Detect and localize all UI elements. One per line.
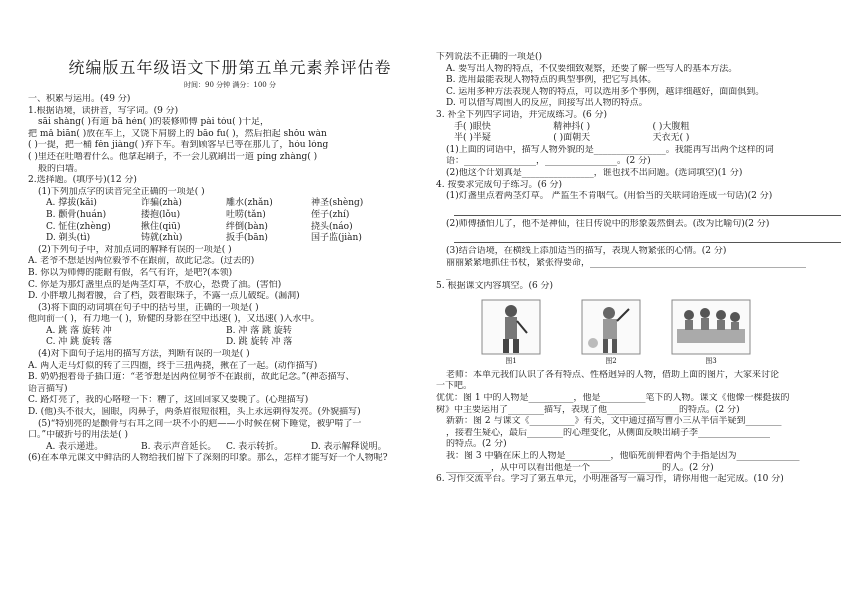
text-line: 6. 习作交流平台。学习了第五单元，小明准备写一篇习作，请你用他一起完成。(10 分) xyxy=(436,474,784,485)
text-line: 2.选择题。(填序号)(12 分) xyxy=(28,175,137,186)
figure-caption: 图1 xyxy=(505,356,517,365)
text-line: (2)他这个计划真是________________，谁也找不出问题。(选词填空)(1 分) xyxy=(446,167,743,178)
text-line: A. 要写出人物的特点，不仅要细致观察，还要了解一些写人的基本方法。 xyxy=(446,63,738,74)
option-text xyxy=(752,133,841,145)
option-text: 吐唠(tǎn) xyxy=(226,209,266,220)
text-line: 他向前一( )，有力地一( )，矫健的身影在空中迅速( )，又迅速( )入水中。 xyxy=(28,314,320,325)
page-title: 统编版五年级语文下册第五单元素养评估卷 xyxy=(68,58,392,77)
text-line: 口。”中破折号的用法是( ) xyxy=(28,430,128,441)
picture-row xyxy=(466,299,841,366)
option-text: A. 表示递进。 xyxy=(46,441,104,452)
option-text: 神圣(shèng) xyxy=(311,198,364,209)
text-line: ( )一提，把一桶 fěn jiàng( )弃下车。看到顾客早已等在那儿了，hóu lóng xyxy=(28,140,329,151)
text-line: 一下吧。 xyxy=(436,381,473,392)
figure-3 xyxy=(666,299,756,366)
text-line: 语言描写) xyxy=(28,383,68,394)
text-line: 般的白墙。 xyxy=(38,163,84,174)
option-text: 绊倒(bàn) xyxy=(226,221,268,232)
right-column xyxy=(436,52,841,486)
option-text: D. 剃头(tì) xyxy=(46,233,91,244)
figure-1 xyxy=(466,299,556,366)
text-line: A. 老爷不想是因两位毅爷不在跟前，故此记念。(过去的) xyxy=(28,256,255,267)
text-line: C. 路灯亮了，我的心咯噔一下：糟了，这回回家又要晚了。(心理描写) xyxy=(28,395,309,406)
option-text: 铸就(zhù) xyxy=(141,233,183,244)
text-line: 丽丽紧紧地抓住书杖，紧张得要命，________________________________________________ xyxy=(446,257,807,268)
text-line: (5)“特别亮的是颧骨与右耳之间一块不小的疤——小时候在树下睡觉，被驴啃了一 xyxy=(38,418,362,429)
option-text xyxy=(311,326,411,338)
text-line: _ xyxy=(446,269,451,280)
text-line: 把 mǎ biān( )放在车上，又饶下肩膀上的 bāo fu( )，然后拍起 shǒu wàn xyxy=(28,128,327,139)
option-text: 雕水(zhǎn) xyxy=(226,198,273,209)
text-line: sāi shàng( )有道 bā hén( )的装修师傅 pài tóu( )十足， xyxy=(38,117,270,128)
option-text: C. 怔住(zhèng) xyxy=(46,221,111,232)
text-line: C. 运用多种方法表现人物的特点，可以选用多个事例，越详细越好，面面俱到。 xyxy=(446,86,765,97)
option-text: 天衣无( ) xyxy=(652,133,690,144)
option-text: ( )大腹粗 xyxy=(652,121,690,132)
option-text: 揪住(qiū) xyxy=(141,221,181,232)
text-line: B. 选用最能表现人物特点的典型事例，把它写具体。 xyxy=(446,75,657,86)
text-line: 1.根据语境，读拼音，写字词。(9 分) xyxy=(28,105,179,116)
text-line: 我：图 3 中躺在床上的人物是__________，他临死前伸着两个手指是因为______________ xyxy=(446,450,800,461)
option-text: 诈骗(zhà) xyxy=(141,198,182,209)
text-line: 一、积累与运用。(49 分) xyxy=(28,94,131,104)
text-line: (1)下列加点字的读音完全正确的一项是( ) xyxy=(38,186,205,197)
text-line: D. 可以借写周围人的反应，间接写出人物的特点。 xyxy=(446,98,648,109)
text-line: (2)师傅搔怕儿了，他不是神仙，往日传说中的形象轰然倒去。(改为比喻句)(2 分) xyxy=(446,218,770,229)
figure-2 xyxy=(566,299,656,366)
text-line: B. 你以为师傅的能耐有假，名气有许，是吧?(本领) xyxy=(28,267,233,278)
text-line: (1)灯盏里点着两茎灯草。 严监生不肯咽气。(用恰当的关联词语连成一句话)(2 分) xyxy=(446,191,773,202)
option-text: ( )面朝天 xyxy=(553,133,591,144)
option-text: B. 表示声音延长。 xyxy=(141,441,217,452)
option-text xyxy=(141,326,226,338)
text-line: (6)在本单元课文中鲜活的人物给我们留下了深刻的印象。那么，怎样才能写好一个人物呢? xyxy=(28,453,388,464)
left-column xyxy=(28,94,428,465)
option-text xyxy=(311,337,411,349)
text-line: 4. 按要求完成句子练习。(6 分) xyxy=(436,179,563,190)
option-text: C. 表示转折。 xyxy=(226,441,284,452)
text-line: 3. 补全下列四字词语，并完成练习。(6 分) xyxy=(436,109,608,120)
option-row xyxy=(28,326,428,338)
text-line: (1)上面的词语中，描写人物外貌的是________________。我能再写出两个这样的词 xyxy=(446,144,774,155)
text-line: D. (他)头不很大，圆眼，肉鼻子，两条眉很短很粗，头上永远剃得发亮。(外貌描写) xyxy=(28,407,361,418)
text-line: 新新：图 2 与课文《__________》有关，文中通过描写曹小三从半信半疑到________ xyxy=(446,416,782,427)
text-line: 5. 根据课文内容填空。(6 分) xyxy=(436,281,554,292)
text-line: 的特点。(2 分) xyxy=(446,439,507,450)
option-row xyxy=(28,222,428,234)
option-row xyxy=(28,442,428,454)
option-text: 侄子(zhí) xyxy=(311,209,350,220)
exam-info: 时间：90 分钟 满分：100 分 xyxy=(184,81,276,89)
text-line: 树》中主要运用了________描写，表现了他________________的特点。(2 分) xyxy=(436,404,740,415)
text-line: (3)将下面的动词填在句子中的括号里，正确的一项是( ) xyxy=(38,302,259,313)
option-text: 扳手(bān) xyxy=(226,233,268,244)
text-line: B. 奶奶抱着哥子插口道：“老爷想是因两位舅爷不在跟前，故此记念。”(神态描写、 xyxy=(28,372,355,383)
figure-caption: 图2 xyxy=(605,356,617,365)
text-line: (2)下列句子中，对加点词的解释有误的一项是( ) xyxy=(38,244,232,255)
text-line: A. 两人走马灯似的转了三四圈，终于三扭两挠，揪在了一起。(动作描写) xyxy=(28,360,318,371)
option-row xyxy=(28,233,428,245)
option-text: A. 撑拔(kǎi) xyxy=(46,198,97,209)
text-line: 优优：图 1 中的人物是__________，他是__________笔下的人物。课文《他像一棵挺拔的 xyxy=(436,392,790,403)
text-line: C. 你是为那灯盏里点的是两茎灯草，不放心，恐费了油。(害怕) xyxy=(28,279,282,290)
option-text: 手( )眼快 xyxy=(454,121,491,132)
text-line: (4)对下面句子运用的描写方法，判断有误的一项是( ) xyxy=(38,349,250,360)
answer-line[interactable] xyxy=(454,232,841,243)
text-line: (3)结合语境，在横线上添加适当的描写，表现人物紧张的心情。(2 分) xyxy=(446,246,727,257)
text-line: 下列说法不正确的一项是() xyxy=(436,52,543,62)
figure-caption: 图3 xyxy=(705,356,717,365)
option-text: C. 冲 跳 旋转 落 xyxy=(46,337,112,348)
option-row xyxy=(28,337,428,349)
answer-line[interactable] xyxy=(454,205,841,216)
option-text: 精神抖( ) xyxy=(553,121,591,132)
option-text: B. 冲 落 跳 旋转 xyxy=(226,325,292,336)
option-row xyxy=(436,122,841,134)
option-text: A. 跳 落 旋转 冲 xyxy=(46,325,112,336)
text-line: ( )里还在吐噜着什么。他拿起刷子，不一会儿就刷出一道 píng zhàng( ) xyxy=(28,151,318,162)
option-text: 国子监(jiàn) xyxy=(311,233,362,244)
text-line: ，接着生疑心，最后________的心理变化，从侧面反映出刷子李________________ xyxy=(446,427,771,438)
option-row xyxy=(28,210,428,222)
option-text: 挠头(náo) xyxy=(311,221,353,232)
option-text: D. 表示解释说明。 xyxy=(311,441,387,452)
option-text: 半( )半疑 xyxy=(454,133,491,144)
option-text xyxy=(141,337,226,349)
text-line: 老师：本单元我们认识了各有特点、性格迥异的人物，借助上面的图片，大家来讨论 xyxy=(446,369,780,380)
option-text xyxy=(752,122,841,134)
text-line: __________，从中可以看出他是一个________________的人。(2 分) xyxy=(446,462,714,473)
text-line: D. 小胖墩儿揭着腰，合了档，鼓着眼珠子，不露一点儿破绽。(漏洞) xyxy=(28,291,300,302)
option-text: D. 跳 旋转 冲 落 xyxy=(226,337,293,348)
option-text: 搂抱(lǒu) xyxy=(141,209,181,220)
text-line: 语：________________，________________。(2 分) xyxy=(446,156,651,167)
option-text: B. 颧骨(huán) xyxy=(46,209,107,220)
option-row xyxy=(436,133,841,145)
option-row xyxy=(28,198,428,210)
